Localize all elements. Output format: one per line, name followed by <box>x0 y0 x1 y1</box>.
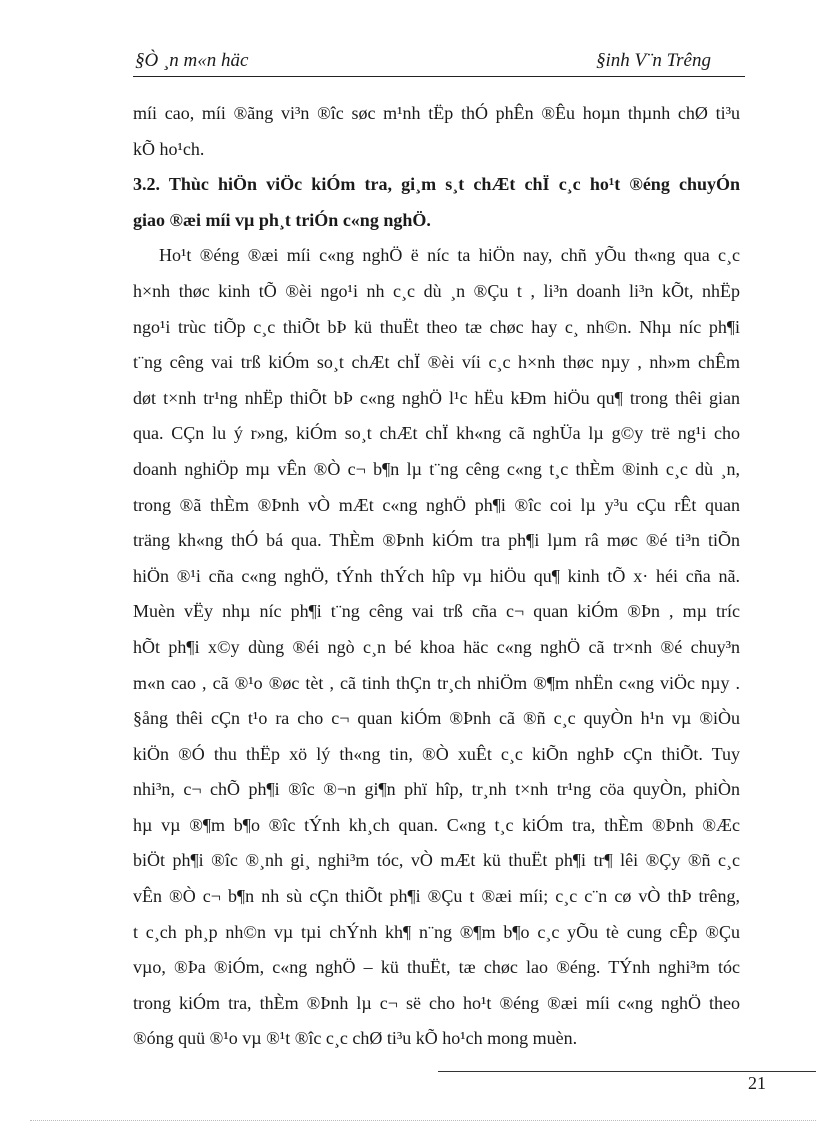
page-number: 21 <box>748 1073 766 1093</box>
header-document-title: §Ò ¸n m«n häc <box>135 50 249 71</box>
footer-rule <box>438 1071 816 1072</box>
section-heading-line: 3.2. Thùc hiÖn viÖc kiÓm tra, gi¸m s¸t chÆt chÏ c¸c ho¹t ®éng chuyÓn <box>133 174 740 195</box>
body-line: qua. CÇn lu ý r»ng, kiÓm so¸t chÆt chÏ kh«ng cã nghÜa lµ g©y trë ng¹i cho <box>133 423 740 444</box>
body-line: h×nh thøc kinh tÕ ®èi ngo¹i nh c¸c dù ¸n ®Çu t , li³n doanh li³n kÕt, nhËp <box>133 280 740 301</box>
body-line: døt t×nh tr¹ng nhËp thiÕt bÞ c«ng nghÖ l¹c hËu kÐm hiÖu qu¶ trong thêi gian <box>133 387 740 408</box>
body-line: hÕt ph¶i x©y dùng ®éi ngò c¸n bé khoa häc c«ng nghÖ cã tr×nh ®é chuy³n <box>133 636 740 657</box>
body-line: doanh nghiÖp mµ vÊn ®Ò c¬ b¶n lµ t¨ng cêng c«ng t¸c thÈm ®inh c¸c dù ¸n, <box>133 458 740 479</box>
body-line: vÊn ®Ò c¬ b¶n nh sù cÇn thiÕt ph¶i ®Çu t ®æi míi; c¸c c¨n cø vÒ thÞ trêng, <box>133 886 740 907</box>
page-bottom-dotted-rule <box>30 1120 816 1121</box>
page-header <box>133 50 745 77</box>
body-line: trong kiÓm tra, thÈm ®Þnh lµ c¬ së cho ho¹t ®éng ®æi míi c«ng nghÖ theo <box>133 992 740 1013</box>
body-line: trong ®ã thÈm ®Þnh vÒ mÆt c«ng nghÖ ph¶i ®îc coi lµ y³u cÇu rÊt quan <box>133 494 740 515</box>
body-line: t¨ng cêng vai trß kiÓm so¸t chÆt chÏ ®èi víi c¸c h×nh thøc nµy , nh»m chÊm <box>133 352 740 373</box>
body-line: vµo, ®Þa ®iÓm, c«ng nghÖ – kü thuËt, tæ chøc lao ®éng. TÝnh nghi³m tóc <box>133 957 740 978</box>
body-line: nhi³n, c¬ chÕ ph¶i ®îc ®¬n gi¶n phï hîp, tr¸nh t×nh tr¹ng cöa quyÒn, phiÒn <box>133 779 740 800</box>
body-line: träng kh«ng thÓ bá qua. ThÈm ®Þnh kiÓm tra ph¶i lµm râ møc ®é ti³n tiÕn <box>133 530 740 551</box>
body-line: kiÖn ®Ó thu thËp xö lý th«ng tin, ®Ò xuÊt c¸c kiÕn nghÞ cÇn thiÕt. Tuy <box>133 743 740 764</box>
section-heading-line: giao ®æi míi vµ ph¸t triÓn c«ng nghÖ. <box>133 209 431 230</box>
body-text <box>133 96 740 1057</box>
body-line: m«n cao , cã ®¹o ®øc tèt , cã tinh thÇn tr¸ch nhiÖm ®¶m nhËn c«ng viÖc nµy . <box>133 672 740 693</box>
body-line: hiÖn ®¹i cña c«ng nghÖ, tÝnh thÝch hîp vµ hiÖu qu¶ kinh tÕ x· héi cña nã. <box>133 565 740 586</box>
body-line: §ång thêi cÇn t¹o ra cho c¬ quan kiÓm ®Þnh cã ®ñ c¸c quyÒn h¹n vµ ®iÒu <box>133 708 740 729</box>
paragraph-last-line: ®óng quü ®¹o vµ ®¹t ®îc c¸c chØ ti³u kÕ ho¹ch mong muèn. <box>133 1028 578 1049</box>
paragraph-last-line: kÕ ho¹ch. <box>133 138 205 159</box>
paragraph-first-line: Ho¹t ®éng ®æi míi c«ng nghÖ ë níc ta hiÖn nay, chñ yÕu th«ng qua c¸c <box>159 245 740 266</box>
header-author-name: §inh V¨n Trêng <box>595 50 711 71</box>
body-line: hµ vµ ®¶m b¶o ®îc tÝnh kh¸ch quan. C«ng t¸c kiÓm tra, thÈm ®Þnh ®Æc <box>133 814 740 835</box>
body-line: Muèn vËy nhµ níc ph¶i t¨ng cêng vai trß cña c¬ quan kiÓm ®Þn , mµ tríc <box>133 601 740 622</box>
body-line: míi cao, míi ®ãng vi³n ®îc søc m¹nh tËp thÓ phÊn ®Êu hoµn thµnh chØ ti³u <box>133 103 740 123</box>
body-line: t c¸ch ph¸p nh©n vµ tµi chÝnh kh¶ n¨ng ®¶m b¶o c¸c yÕu tè cung cÊp ®Çu <box>133 921 740 942</box>
body-line: ngo¹i trùc tiÕp c¸c thiÕt bÞ kü thuËt theo tæ chøc hay c¸ nh©n. Nhµ níc ph¶i <box>133 316 740 337</box>
body-line: biÖt ph¶i ®îc ®¸nh gi¸ nghi³m tóc, vÒ mÆt kü thuËt ph¶i tr¶ lêi ®Çy ®ñ c¸c <box>133 850 740 871</box>
